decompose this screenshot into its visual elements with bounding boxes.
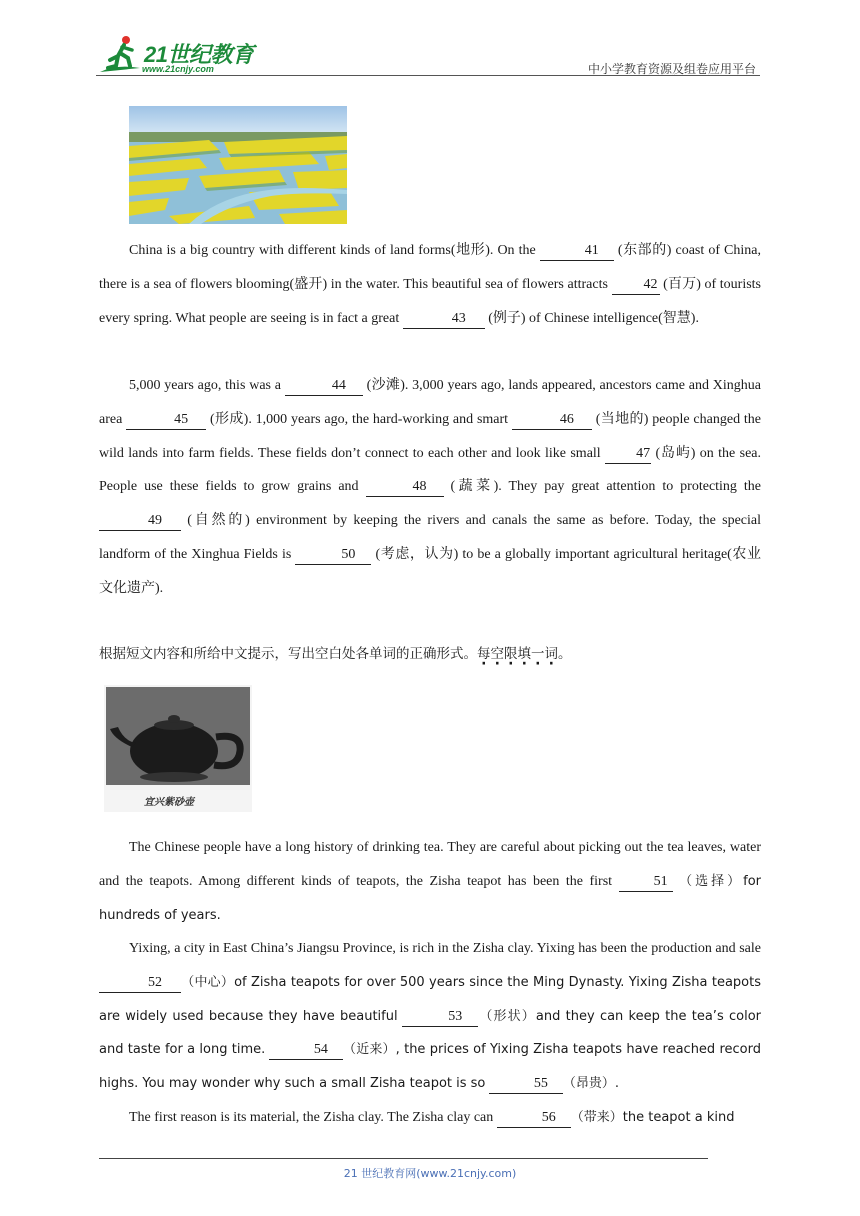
passage-1-paragraph-1 (99, 234, 761, 335)
blank-44[interactable]: 44 (285, 377, 363, 396)
logo (96, 34, 266, 76)
header-divider (96, 75, 760, 76)
passage-text: The first reason is its material, the Zisha clay. The Zisha clay can (129, 1110, 494, 1125)
passage-text: Yixing, a city in East China’s Jiangsu Province, is rich in the Zisha clay. Yixing has been the production and sale (129, 941, 761, 956)
blank-46[interactable]: 46 (512, 411, 592, 430)
runner-logo-icon (96, 34, 144, 76)
blank-43[interactable]: 43 (403, 310, 485, 329)
instruction (99, 642, 572, 662)
emphasis-char: 空 (490, 646, 504, 662)
blank-45[interactable]: 45 (126, 411, 206, 430)
logo-url: www.21cnjy.com (142, 64, 214, 74)
passage-2-paragraph-3 (99, 1101, 761, 1135)
passage-text: （形状）and they can keep the tea’s color and taste for a long time. (99, 1008, 761, 1058)
blank-52[interactable]: 52 (99, 974, 181, 993)
logo-text: 21世纪教育 (144, 42, 254, 67)
emphasis-char: 每 (477, 646, 491, 662)
blank-47[interactable]: 47 (605, 445, 651, 464)
platform-title: 中小学教育资源及组卷应用平台 (587, 62, 756, 76)
passage-text: (东部的) coast of China, there is a sea of flowers blooming(盛开) in the water. This beautiful sea of flowers attracts (99, 243, 761, 292)
passage-text: （近来）, the prices of Yixing Zisha teapots have reached record highs. You may wonder why such a small Zisha teapot is so (99, 1042, 761, 1092)
footer-divider (99, 1158, 708, 1159)
passage-2-paragraph-1 (99, 831, 761, 932)
passage-text: The Chinese people have a long history of drinking tea. They are careful about picking out the tea leaves, water and the teapots. Among different kinds of teapots, the Zisha teapot has been the first (99, 840, 761, 889)
blank-53[interactable]: 53 (402, 1008, 478, 1027)
emphasis-char: 一 (531, 646, 545, 662)
passage-text: 5,000 years ago, this was a (129, 378, 281, 393)
passage-text: （昂贵）. (562, 1076, 620, 1092)
passage-text: (岛屿) on the sea. People use these fields to grow grains and (99, 445, 761, 495)
page-header (96, 34, 760, 78)
photo-caption: 宜兴紫砂壶 (144, 797, 194, 808)
passage-text: （中心）of Zisha teapots for over 500 years since the Ming Dynasty. Yixing Zisha teapots are widely used because they have beautiful (99, 974, 761, 1024)
blank-42[interactable]: 42 (612, 276, 660, 295)
passage-text: (百万) of tourists every spring. What people are seeing is in fact a great (99, 276, 762, 326)
blank-41[interactable]: 41 (540, 242, 614, 261)
passage-1-paragraph-2 (99, 369, 761, 606)
blank-48[interactable]: 48 (366, 478, 444, 497)
passage-text: (例子) of Chinese intelligence(智慧). (488, 310, 699, 326)
blank-50[interactable]: 50 (295, 546, 371, 565)
passage-text: （选择）for hundreds of years. (99, 873, 761, 923)
blank-56[interactable]: 56 (497, 1109, 571, 1128)
blank-51[interactable]: 51 (619, 873, 673, 892)
passage-text: China is a big country with different kinds of land forms(地形). On the (129, 243, 536, 258)
instruction-end: 。 (558, 646, 572, 662)
instruction-text: 根据短文内容和所给中文提示，写出空白处各单词的正确形式。 (99, 646, 477, 662)
passage-text: (自然的) environment by keeping the rivers and canals the same as before. Today, the special landform of the Xinghua Fields is (99, 513, 761, 562)
blank-49[interactable]: 49 (99, 512, 181, 531)
emphasis-char: 填 (517, 646, 531, 662)
passage-text: （带来）the teapot a kind (570, 1110, 735, 1125)
page-footer[interactable]: 21 世纪教育网(www.21cnjy.com) (343, 1167, 517, 1180)
passage-text: (沙滩). 3,000 years ago, lands appeared, ancestors came and Xinghua area (99, 378, 762, 427)
passage-text: (蔬菜). They pay great attention to protecting the (450, 479, 762, 495)
xinghua-fields-photo (129, 106, 347, 224)
blank-55[interactable]: 55 (489, 1075, 563, 1094)
passage-text: (当地的) people changed the wild lands into farm fields. These fields don’t connect to each other and look like small (99, 411, 762, 461)
passage-2-paragraph-2 (99, 932, 761, 1101)
emphasis-char: 限 (504, 646, 518, 662)
passage-text: (考虑，认为) to be a globally important agricultural heritage(农业文化遗产). (99, 546, 762, 596)
blank-54[interactable]: 54 (269, 1041, 343, 1060)
emphasis-char: 词 (544, 646, 558, 662)
zisha-teapot-photo (104, 685, 252, 812)
passage-text: (形成). 1,000 years ago, the hard-working and smart (210, 411, 509, 427)
